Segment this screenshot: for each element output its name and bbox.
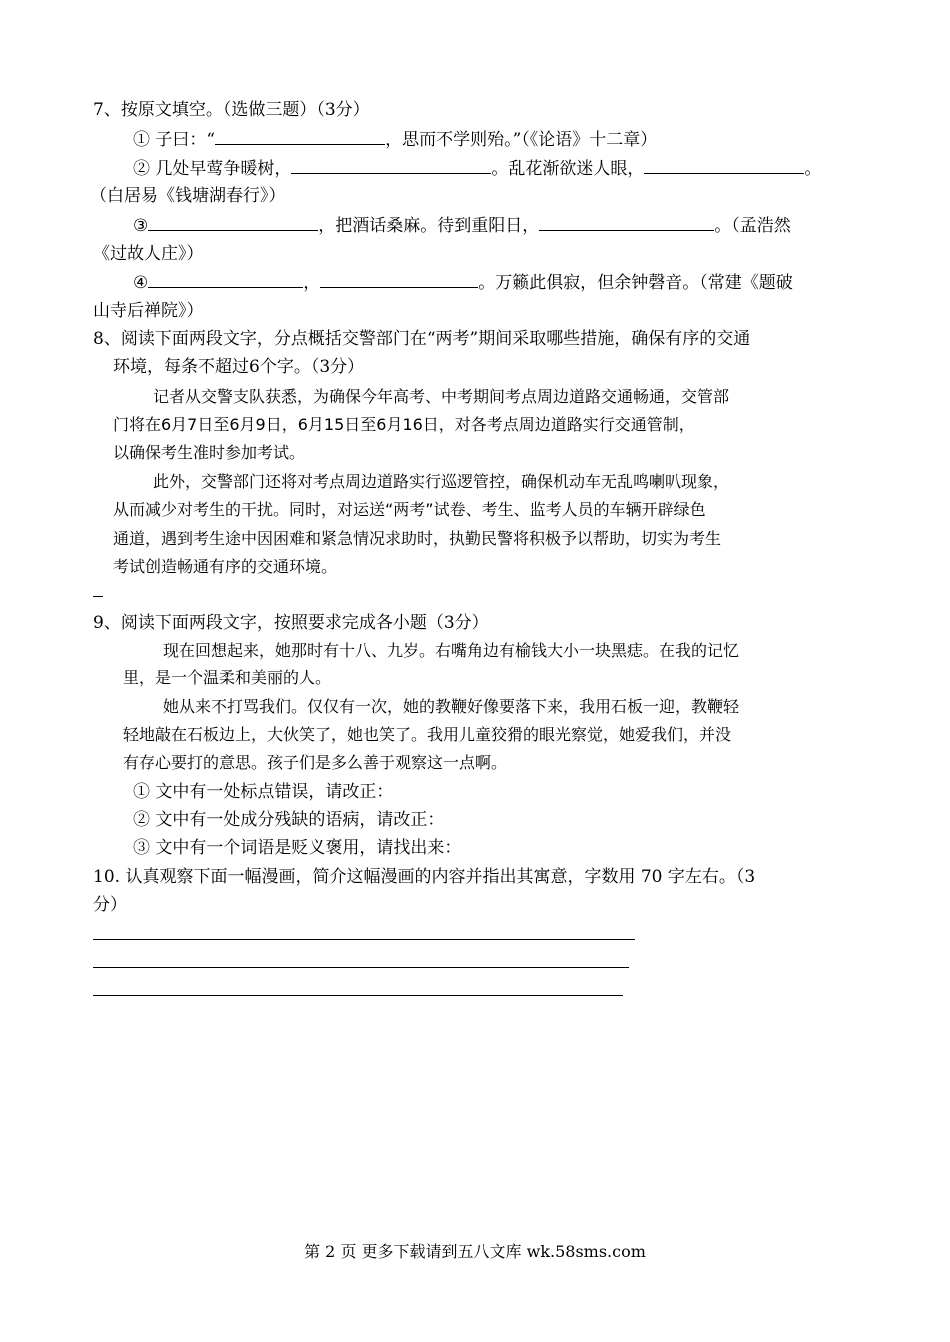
q8-p2-line-3: 通道，遇到考生途中因困难和紧急情况求助时，执勤民警将积极予以帮助，切实为考生: [113, 529, 722, 548]
q8-title: 8、阅读下面两段文字，分点概括交警部门在“两考”期间采取哪些措施，确保有序的交通: [93, 329, 751, 349]
q7-item-2-post: 。: [804, 159, 822, 179]
q7-item-3-blank-2[interactable]: [539, 214, 714, 231]
q7-item-1-pre: ① 子曰：“: [133, 130, 216, 150]
q8-p2-line-2: 从而减少对考生的干扰。同时，对运送“两考”试卷、考生、监考人员的车辆开辟绿色: [113, 500, 706, 519]
q10-answer-line-2[interactable]: [93, 967, 629, 968]
q7-title: 7、按原文填空。（选做三题）（3分）: [93, 100, 370, 120]
q7-item-3-source: 《过故人庄》）: [93, 244, 204, 264]
q9-p1-line-2: 里，是一个温柔和美丽的人。: [123, 668, 332, 687]
q7-item-1-blank[interactable]: [215, 128, 385, 145]
q7-item-4-source: 山寺后禅院》）: [93, 301, 204, 321]
q10-title: 10. 认真观察下面一幅漫画，简介这幅漫画的内容并指出其寓意，字数用 70 字左右。（3: [93, 867, 756, 887]
q7-item-4-mid: ，: [303, 273, 321, 293]
q7-item-3-pre: ③: [133, 216, 149, 236]
answer-dash: [93, 596, 103, 597]
q7-item-4: [133, 271, 793, 294]
q9-p2-line-2: 轻地敲在石板边上，大伙笑了，她也笑了。我用儿童狡猾的眼光察觉，她爱我们，并没: [123, 725, 732, 744]
q9-p2-line-1: 她从来不打骂我们。仅仅有一次，她的教鞭好像要落下来，我用石板一迎，教鞭轻: [163, 697, 740, 716]
q8-p2-line-1: 此外，交警部门还将对考点周边道路实行巡逻管控，确保机动车无乱鸣喇叭现象，: [153, 472, 730, 491]
q8-p1-line-3: 以确保考生准时参加考试。: [113, 443, 306, 462]
q10-answer-line-1[interactable]: [93, 939, 635, 940]
page-footer: 第 2 页 更多下载请到五八文库 wk.58sms.com: [304, 1242, 646, 1261]
q9-p1-line-1: 现在回想起来，她那时有十八、九岁。右嘴角边有榆钱大小一块黑痣。在我的记忆: [163, 641, 740, 660]
q7-item-2-pre: ② 几处早莺争暖树，: [133, 159, 292, 179]
q7-item-2-mid: 。乱花渐欲迷人眼，: [491, 159, 645, 179]
q8-p1-line-2: 门将在6月7日至6月9日，6月15日至6月16日，对各考点周边道路实行交通管制，: [113, 415, 695, 434]
q7-item-2: [133, 157, 821, 180]
q9-sub-2: ② 文中有一处成分残缺的语病，请改正：: [133, 810, 445, 830]
q9-p2-line-3: 有存心要打的意思。孩子们是多么善于观察这一点啊。: [123, 753, 508, 772]
q7-item-3: [133, 214, 791, 237]
q7-item-3-post: 。（孟浩然: [714, 216, 791, 236]
q8-p2-line-4: 考试创造畅通有序的交通环境。: [113, 557, 338, 576]
q7-item-3-mid: ，把酒话桑麻。待到重阳日，: [318, 216, 540, 236]
q10-title-cont: 分）: [93, 895, 127, 915]
q7-item-4-blank-1[interactable]: [148, 271, 303, 288]
q7-item-4-pre: ④: [133, 273, 149, 293]
q9-sub-3: ③ 文中有一个词语是贬义褒用，请找出来：: [133, 838, 462, 858]
q8-p1-line-1: 记者从交警支队获悉，为确保今年高考、中考期间考点周边道路交通畅通，交管部: [153, 387, 730, 406]
q7-item-2-source: （白居易《钱塘湖春行》）: [90, 186, 286, 206]
q7-item-2-blank-1[interactable]: [291, 157, 491, 174]
q7-item-4-blank-2[interactable]: [320, 271, 478, 288]
q7-item-2-blank-2[interactable]: [644, 157, 804, 174]
q9-sub-1: ① 文中有一处标点错误，请改正：: [133, 782, 394, 802]
q7-item-1-post: ，思而不学则殆。”（《论语》十二章）: [385, 130, 658, 150]
q8-title-cont: 环境，每条不超过6个字。（3分）: [113, 357, 365, 377]
q10-answer-line-3[interactable]: [93, 995, 623, 996]
q7-item-4-post: 。万籁此俱寂，但余钟磬音。（常建《题破: [478, 273, 793, 293]
q9-title: 9、阅读下面两段文字，按照要求完成各小题（3分）: [93, 613, 489, 633]
q7-item-1: [133, 128, 657, 151]
q7-item-3-blank-1[interactable]: [148, 214, 318, 231]
